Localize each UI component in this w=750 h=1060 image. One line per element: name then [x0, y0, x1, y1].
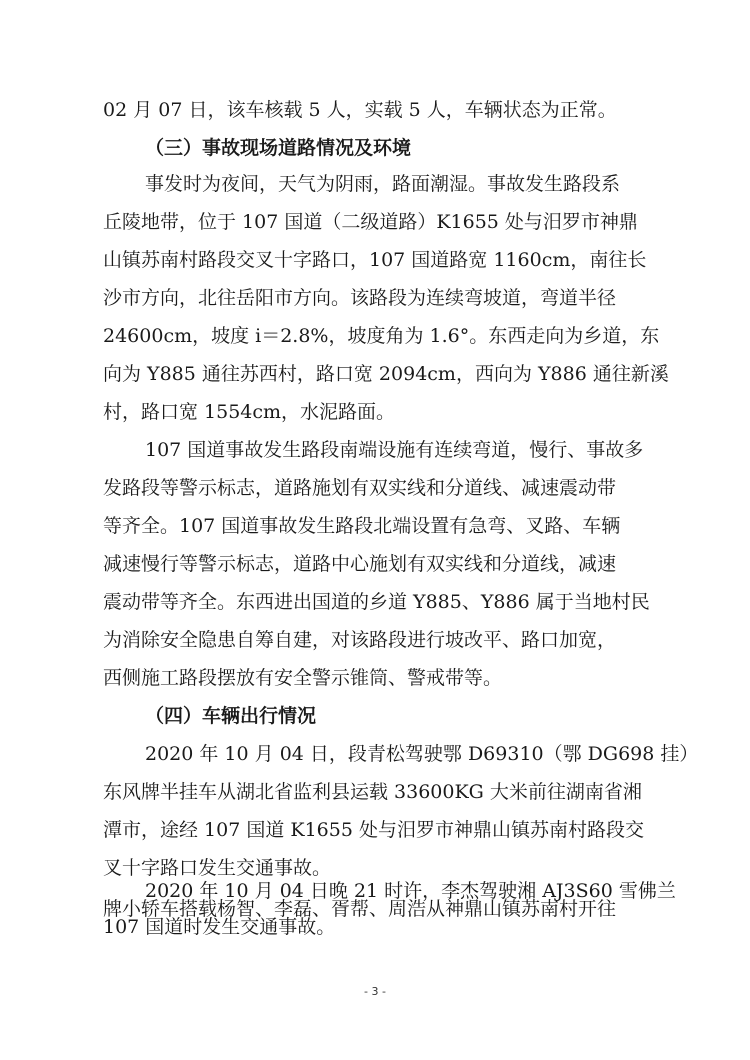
paragraph-line: 叉十字路口发生交通事故。 — [103, 857, 332, 879]
paragraph-line: 沙市方向，北往岳阳市方向。该路段为连续弯坡道，弯道半径 — [103, 287, 617, 309]
paragraph-line: 村，路口宽 1554cm，水泥路面。 — [103, 401, 396, 423]
paragraph-line: 2020 年 10 月 04 日晚 21 时许，李杰驾驶湘 AJ3S60 雪佛兰 — [145, 880, 676, 902]
section-heading-4: （四）车辆出行情况 — [145, 705, 317, 727]
paragraph-line: 东风牌半挂车从湖北省监利县运载 33600KG 大米前往湖南省湘 — [103, 781, 642, 803]
page-number: - 3 - — [364, 985, 386, 998]
paragraph-line: 24600cm，坡度 i＝2.8%，坡度角为 1.6°。东西走向为乡道，东 — [103, 325, 660, 347]
paragraph-line: 等齐全。107 国道事故发生路段北端设置有急弯、叉路、车辆 — [103, 515, 621, 537]
paragraph-line: 牌小轿车搭载杨智、李磊、胥帮、周浩从神鼎山镇苏南村开往 — [103, 898, 617, 920]
paragraph-line: 02 月 07 日，该车核载 5 人，实载 5 人，车辆状态为正常。 — [103, 99, 617, 121]
paragraph-line: 107 国道事故发生路段南端设施有连续弯道，慢行、事故多 — [145, 439, 644, 461]
paragraph-line: 2020 年 10 月 04 日，段青松驾驶鄂 D69310（鄂 DG698 挂） — [145, 743, 699, 765]
paragraph-line: 向为 Y885 通往苏西村，路口宽 2094cm，西向为 Y886 通往新溪 — [103, 363, 669, 385]
section-heading-3: （三）事故现场道路情况及环境 — [145, 137, 412, 159]
paragraph-line: 发路段等警示标志，道路施划有双实线和分道线、减速震动带 — [103, 477, 617, 499]
paragraph-line: 减速慢行等警示标志，道路中心施划有双实线和分道线，减速 — [103, 553, 617, 575]
paragraph-line: 107 国道时发生交通事故。 — [103, 916, 336, 938]
paragraph-line: 震动带等齐全。东西进出国道的乡道 Y885、Y886 属于当地村民 — [103, 591, 650, 613]
paragraph-line: 潭市，途经 107 国道 K1655 处与汨罗市神鼎山镇苏南村路段交 — [103, 819, 644, 841]
paragraph-line: 山镇苏南村路段交叉十字路口，107 国道路宽 1160cm，南往长 — [103, 249, 647, 271]
paragraph-line: 西侧施工路段摆放有安全警示锥筒、警戒带等。 — [103, 667, 503, 689]
paragraph-line: 为消除安全隐患自筹自建，对该路段进行坡改平、路口加宽， — [103, 629, 617, 651]
paragraph-line: 丘陵地带，位于 107 国道（二级道路）K1655 处与汨罗市神鼎 — [103, 211, 638, 233]
paragraph-line: 事发时为夜间，天气为阴雨，路面潮湿。事故发生路段系 — [145, 173, 621, 195]
